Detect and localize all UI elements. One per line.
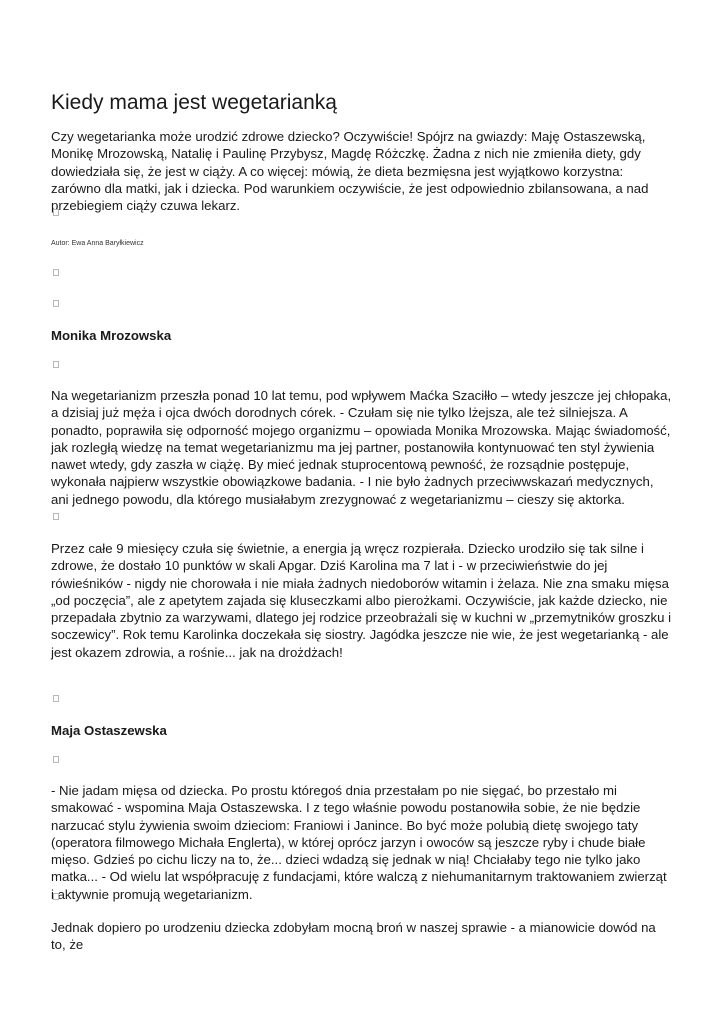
author-credit: Autor: Ewa Anna Baryłkiewicz [51, 240, 144, 247]
maja-paragraph-1: - Nie jadam mięsa od dziecka. Po prostu któregoś dnia przestałam po nie sięgać, bo przestało mi smakować - wspomina Maja Ostaszewska. I z tego właśnie powodu postanowiła sobie, że nie będzie narzucać stylu żywienia swoim dzieciom: Franiowi i Janince. Bo być może polubią dietę swojego taty (operatora filmowego Michała Englerta), w której oprócz jarzyn i owoców są jeszcze ryby i chude białe mięso. Gdzieś po cichu liczy na to, że... dzieci wdadzą się jednak w nią! Chciałaby tego nie tylko jako matka... - Od wielu lat współpracuję z fundacjami, które walczą z niehumanitarnym traktowaniem zwierząt i aktywnie promują wegetarianizm. [51, 783, 667, 902]
article-title: Kiedy mama jest wegetarianką [51, 91, 337, 114]
section-heading-monika: Monika Mrozowska [51, 328, 172, 343]
maja-paragraph-2: Jednak dopiero po urodzeniu dziecka zdobyłam mocną broń w naszej sprawie - a mianowicie dowód na to, że [51, 920, 656, 953]
section-heading-maja: Maja Ostaszewska [51, 723, 167, 738]
image-placeholder-icon [53, 513, 59, 520]
image-placeholder-icon [53, 361, 59, 368]
image-placeholder-icon [53, 695, 59, 702]
image-placeholder-icon [53, 756, 59, 763]
image-placeholder-icon [53, 300, 59, 307]
image-placeholder-icon [53, 269, 59, 276]
intro-paragraph: Czy wegetarianka może urodzić zdrowe dziecko? Oczywiście! Spójrz na gwiazdy: Maję Ostaszewską, Monikę Mrozowską, Natalię i Paulinę Przybysz, Magdę Różczkę. Żadna z nich nie zmieniła diety, gdy dowiedziała się, że jest w ciąży. A co więcej: mówią, że dieta bezmięsna jest wyjątkowo korzystna: zarówno dla matki, jak i dziecka. Pod warunkiem oczywiście, że jest odpowiednio zbilansowana, a nad przebiegiem ciąży czuwa lekarz. [51, 129, 649, 214]
monika-paragraph-1: Na wegetarianizm przeszła ponad 10 lat temu, pod wpływem Maćka Szaciłło – wtedy jeszcze jej chłopaka, a dzisiaj już męża i ojca dwóch dorodnych córek. - Czułam się nie tylko lżejsza, ale też silniejsza. A ponadto, poprawiła się odporność mojego organizmu – opowiada Monika Mrozowska. Mając świadomość, jak rozległą wiedzę na temat wegetarianizmu ma jej partner, postanowiła kontynuować ten styl żywienia nawet wtedy, gdy zaszła w ciążę. By mieć jednak stuprocentową pewność, że rozsądnie postępuje, wykonała najpierw wszystkie obowiązkowe badania. - I nie było żadnych przeciwwskazań medycznych, ani jednego powodu, dla którego musiałabym zrezygnować z wegetarianizmu – cieszy się aktorka. [51, 388, 672, 507]
monika-paragraph-2: Przez całe 9 miesięcy czuła się świetnie, a energia ją wręcz rozpierała. Dziecko urodziło się tak silne i zdrowe, że dostało 10 punktów w skali Apgar. Dziś Karolina ma 7 lat i - w przeciwieństwie do jej rówieśników - nigdy nie chorowała i nie miała żadnych niedoborów witamin i żelaza. Nie zna smaku mięsa „od poczęcia”, ale z apetytem zajada się kluseczkami albo pierożkami. Oczywiście, jak każde dziecko, nie przepadała zbytnio za warzywami, dlatego jej rodzice przeobrażali się w kuchni w „przemytników groszku i soczewicy”. Rok temu Karolinka doczekała się siostry. Jagódka jeszcze nie wie, że jest wegetarianką - ale jest okazem zdrowia, a rośnie... jak na drożdżach! [51, 541, 672, 660]
image-placeholder-icon [53, 893, 59, 900]
image-placeholder-icon [53, 209, 59, 216]
